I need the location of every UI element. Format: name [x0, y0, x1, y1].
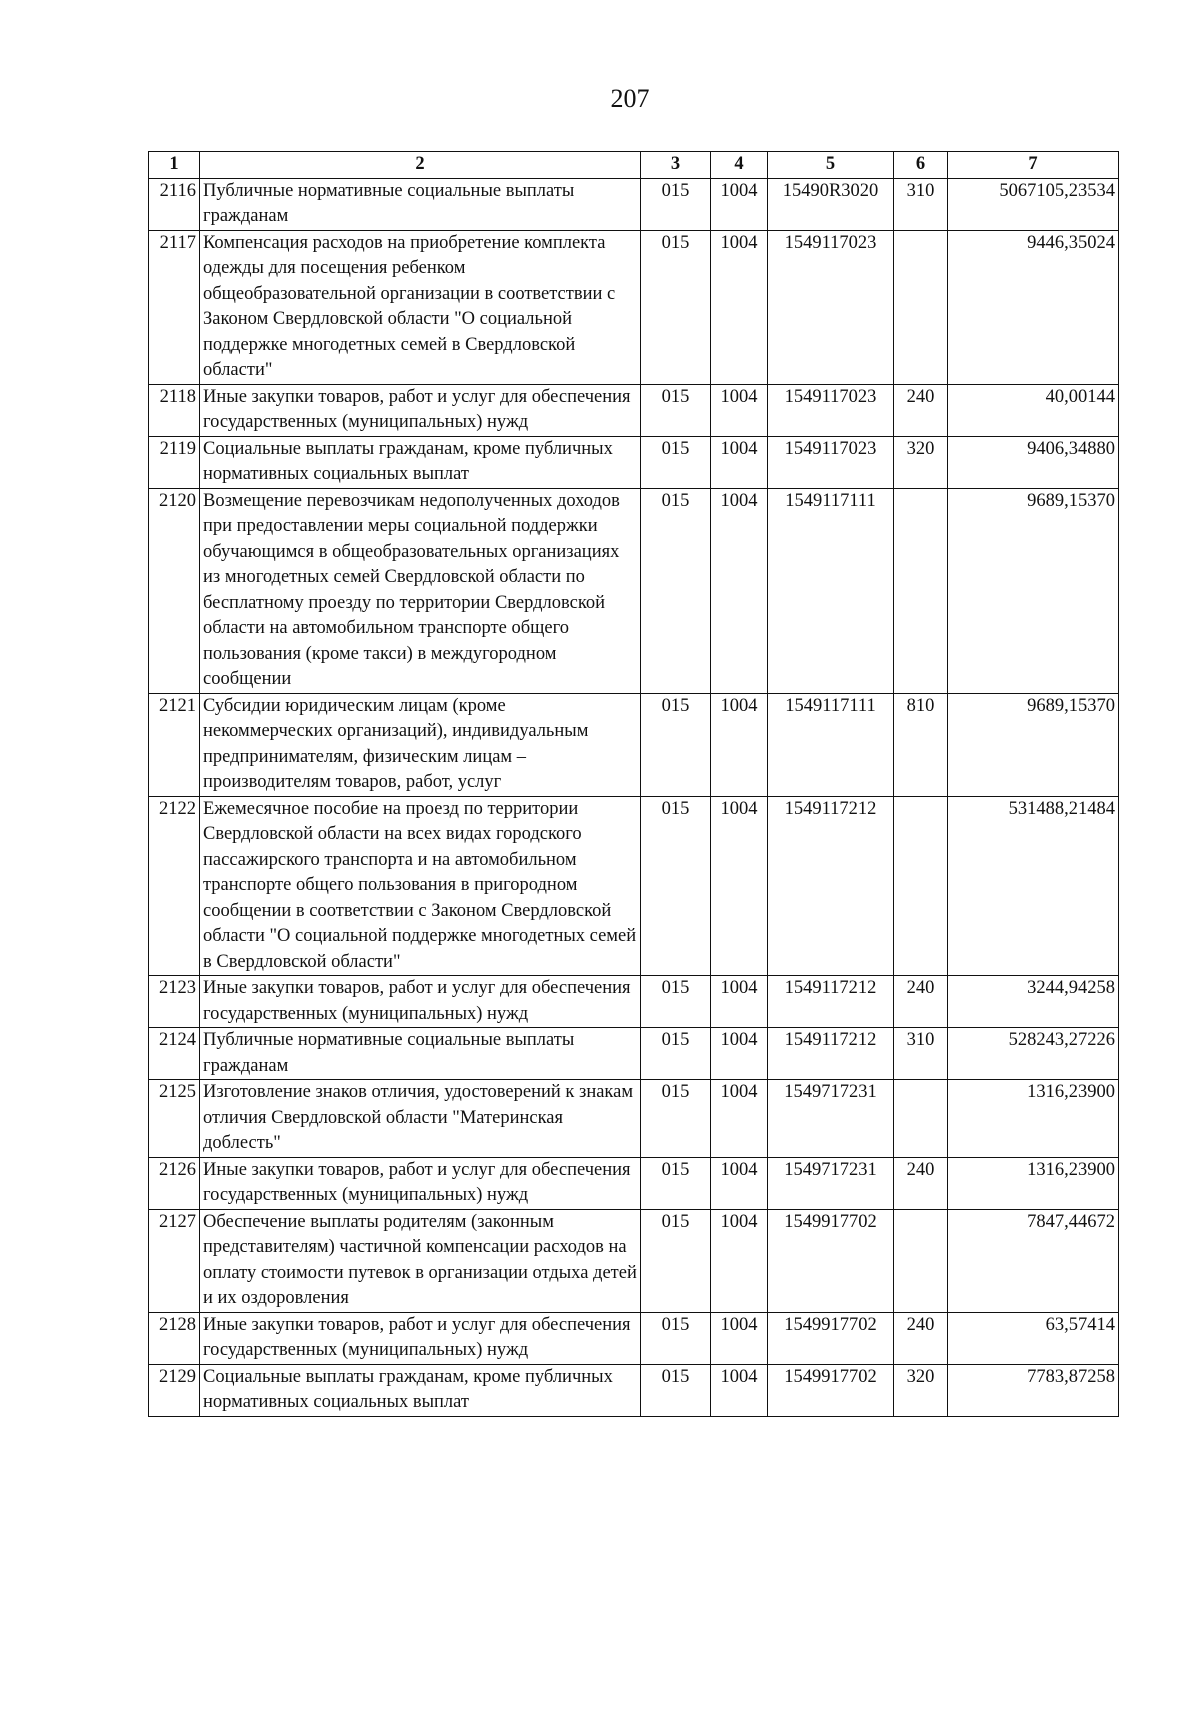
column-header-1: 1 [149, 152, 200, 179]
row-col-3: 015 [641, 230, 711, 384]
row-number: 2122 [149, 796, 200, 976]
row-col-6: 320 [894, 1364, 948, 1416]
row-amount: 3244,94258 [948, 976, 1119, 1028]
row-name: Иные закупки товаров, работ и услуг для обеспечения государственных (муниципальных) нужд [200, 1312, 641, 1364]
row-amount: 9689,15370 [948, 488, 1119, 693]
row-col-5: 1549117023 [768, 436, 894, 488]
row-col-3: 015 [641, 1080, 711, 1158]
row-name: Социальные выплаты гражданам, кроме публичных нормативных социальных выплат [200, 436, 641, 488]
row-col-3: 015 [641, 1312, 711, 1364]
row-name: Изготовление знаков отличия, удостоверений к знакам отличия Свердловской области "Материнская доблесть" [200, 1080, 641, 1158]
row-col-5: 1549117111 [768, 693, 894, 796]
row-amount: 9406,34880 [948, 436, 1119, 488]
row-col-4: 1004 [711, 1312, 768, 1364]
table-row [149, 384, 1119, 436]
row-col-3: 015 [641, 693, 711, 796]
row-col-6: 810 [894, 693, 948, 796]
row-name: Социальные выплаты гражданам, кроме публичных нормативных социальных выплат [200, 1364, 641, 1416]
table-row [149, 230, 1119, 384]
row-number: 2117 [149, 230, 200, 384]
row-col-5: 1549117111 [768, 488, 894, 693]
row-amount: 531488,21484 [948, 796, 1119, 976]
table-row [149, 976, 1119, 1028]
budget-table [148, 151, 1119, 1417]
row-amount: 7847,44672 [948, 1209, 1119, 1312]
row-col-3: 015 [641, 178, 711, 230]
row-col-4: 1004 [711, 1364, 768, 1416]
row-name: Иные закупки товаров, работ и услуг для обеспечения государственных (муниципальных) нужд [200, 976, 641, 1028]
row-amount: 7783,87258 [948, 1364, 1119, 1416]
column-header-5: 5 [768, 152, 894, 179]
table-row [149, 1364, 1119, 1416]
column-header-3: 3 [641, 152, 711, 179]
row-col-6 [894, 230, 948, 384]
row-amount: 528243,27226 [948, 1028, 1119, 1080]
row-amount: 1316,23900 [948, 1080, 1119, 1158]
row-amount: 40,00144 [948, 384, 1119, 436]
table-row [149, 1312, 1119, 1364]
table-header-row [149, 152, 1119, 179]
row-col-6: 240 [894, 1157, 948, 1209]
row-col-3: 015 [641, 1028, 711, 1080]
row-col-5: 1549717231 [768, 1157, 894, 1209]
table-row [149, 488, 1119, 693]
row-col-4: 1004 [711, 1080, 768, 1158]
table-row [149, 1080, 1119, 1158]
page-number: 207 [610, 84, 650, 113]
row-col-3: 015 [641, 976, 711, 1028]
row-col-6: 240 [894, 384, 948, 436]
column-header-7: 7 [948, 152, 1119, 179]
row-amount: 63,57414 [948, 1312, 1119, 1364]
row-number: 2119 [149, 436, 200, 488]
row-col-3: 015 [641, 796, 711, 976]
row-col-5: 1549117212 [768, 796, 894, 976]
row-col-5: 1549917702 [768, 1209, 894, 1312]
row-col-6 [894, 488, 948, 693]
row-col-4: 1004 [711, 178, 768, 230]
row-col-5: 1549117023 [768, 384, 894, 436]
row-name: Возмещение перевозчикам недополученных доходов при предоставлении меры социальной поддержки обучающимся в общеобразовательных организациях из многодетных семей Свердловской области по бесплатному проезду по территории Свердловской области на автомобильном транспорте общего пользования (кроме такси) в междугородном сообщении [200, 488, 641, 693]
row-col-6 [894, 1080, 948, 1158]
row-name: Компенсация расходов на приобретение комплекта одежды для посещения ребенком общеобразовательной организации в соответствии с Законом Свердловской области "О социальной поддержке многодетных семей в Свердловской области" [200, 230, 641, 384]
row-name: Обеспечение выплаты родителям (законным представителям) частичной компенсации расходов на оплату стоимости путевок в организации отдыха детей и их оздоровления [200, 1209, 641, 1312]
row-name: Публичные нормативные социальные выплаты гражданам [200, 178, 641, 230]
row-amount: 5067105,23534 [948, 178, 1119, 230]
row-col-6 [894, 796, 948, 976]
row-col-5: 1549917702 [768, 1364, 894, 1416]
row-col-4: 1004 [711, 693, 768, 796]
row-col-3: 015 [641, 1209, 711, 1312]
table-row [149, 436, 1119, 488]
table-row [149, 693, 1119, 796]
column-header-2: 2 [200, 152, 641, 179]
row-amount: 9689,15370 [948, 693, 1119, 796]
column-header-6: 6 [894, 152, 948, 179]
row-name: Иные закупки товаров, работ и услуг для обеспечения государственных (муниципальных) нужд [200, 384, 641, 436]
row-number: 2127 [149, 1209, 200, 1312]
row-col-5: 1549917702 [768, 1312, 894, 1364]
row-col-6: 310 [894, 1028, 948, 1080]
row-number: 2121 [149, 693, 200, 796]
row-col-3: 015 [641, 436, 711, 488]
row-number: 2120 [149, 488, 200, 693]
row-col-6: 310 [894, 178, 948, 230]
row-name: Публичные нормативные социальные выплаты гражданам [200, 1028, 641, 1080]
row-col-6: 240 [894, 1312, 948, 1364]
row-col-5: 1549117212 [768, 1028, 894, 1080]
table-row [149, 796, 1119, 976]
table-row [149, 1209, 1119, 1312]
row-number: 2126 [149, 1157, 200, 1209]
table-row [149, 178, 1119, 230]
row-col-4: 1004 [711, 1209, 768, 1312]
row-col-4: 1004 [711, 384, 768, 436]
row-number: 2129 [149, 1364, 200, 1416]
row-name: Ежемесячное пособие на проезд по территории Свердловской области на всех видах городского пассажирского транспорта и на автомобильном транспорте общего пользования в пригородном сообщении в соответствии с Законом Свердловской области "О социальной поддержке многодетных семей в Свердловской области" [200, 796, 641, 976]
row-number: 2125 [149, 1080, 200, 1158]
row-number: 2123 [149, 976, 200, 1028]
row-col-4: 1004 [711, 436, 768, 488]
row-col-4: 1004 [711, 488, 768, 693]
row-number: 2118 [149, 384, 200, 436]
row-col-6: 240 [894, 976, 948, 1028]
row-col-3: 015 [641, 488, 711, 693]
row-amount: 9446,35024 [948, 230, 1119, 384]
row-col-5: 15490R3020 [768, 178, 894, 230]
column-header-4: 4 [711, 152, 768, 179]
table-row [149, 1028, 1119, 1080]
row-col-6 [894, 1209, 948, 1312]
row-number: 2116 [149, 178, 200, 230]
row-col-4: 1004 [711, 230, 768, 384]
row-col-4: 1004 [711, 796, 768, 976]
row-name: Субсидии юридическим лицам (кроме некоммерческих организаций), индивидуальным предпринимателям, физическим лицам – производителям товаров, работ, услуг [200, 693, 641, 796]
row-col-4: 1004 [711, 1157, 768, 1209]
row-col-3: 015 [641, 384, 711, 436]
row-col-6: 320 [894, 436, 948, 488]
row-name: Иные закупки товаров, работ и услуг для обеспечения государственных (муниципальных) нужд [200, 1157, 641, 1209]
row-col-3: 015 [641, 1364, 711, 1416]
row-number: 2128 [149, 1312, 200, 1364]
table-row [149, 1157, 1119, 1209]
row-col-3: 015 [641, 1157, 711, 1209]
row-number: 2124 [149, 1028, 200, 1080]
row-col-5: 1549117212 [768, 976, 894, 1028]
row-col-5: 1549717231 [768, 1080, 894, 1158]
row-amount: 1316,23900 [948, 1157, 1119, 1209]
row-col-4: 1004 [711, 976, 768, 1028]
row-col-5: 1549117023 [768, 230, 894, 384]
row-col-4: 1004 [711, 1028, 768, 1080]
